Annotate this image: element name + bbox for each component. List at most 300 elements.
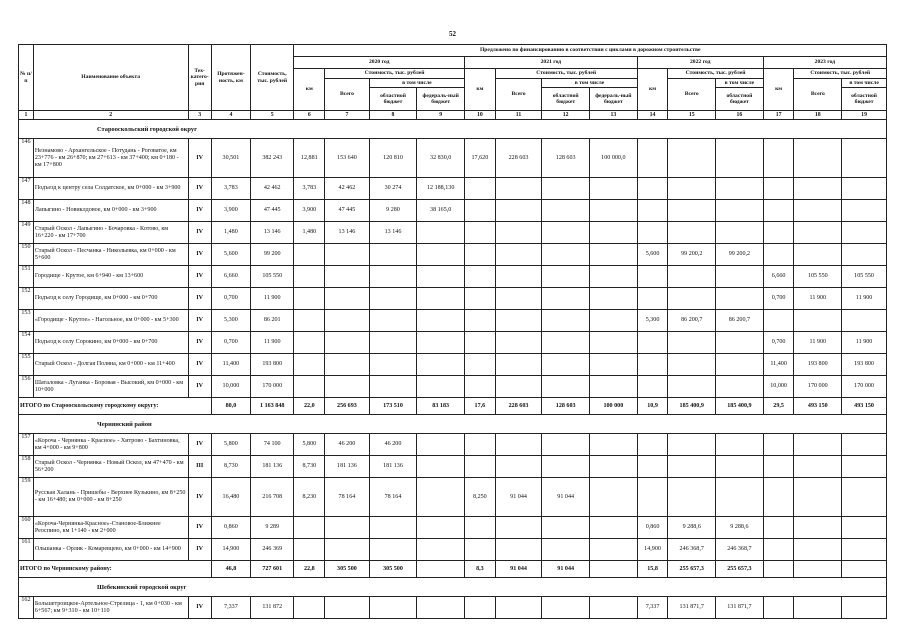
value-cell (294, 244, 325, 266)
value-cell: 0,860 (637, 517, 668, 539)
row-number: 153 (19, 310, 34, 332)
value-cell (590, 310, 638, 332)
column-number: 19 (842, 111, 887, 120)
value-cell: 6,660 (763, 266, 794, 288)
value-cell (542, 517, 590, 539)
value-cell (542, 332, 590, 354)
header-total: Всего (668, 79, 716, 111)
cost-cell: 47 445 (251, 200, 294, 222)
value-cell (794, 139, 842, 178)
value-cell: 46 200 (325, 434, 370, 456)
value-cell: 5,300 (637, 310, 668, 332)
header-total: Всего (325, 79, 370, 111)
object-name: Ольшанка - Орлик - Комаревцево, км 0+000 - км 14+900 (33, 539, 188, 561)
value-cell (716, 478, 764, 517)
value-cell (590, 200, 638, 222)
value-cell (590, 376, 638, 398)
value-cell: 12,881 (294, 139, 325, 178)
value-cell (417, 332, 465, 354)
header-regional: областной бюджет (369, 88, 417, 111)
total-length: 46,8 (211, 561, 250, 578)
value-cell (763, 597, 794, 619)
value-cell (842, 139, 887, 178)
value-cell (590, 597, 638, 619)
cost-cell: 382 243 (251, 139, 294, 178)
value-cell: 38 165,0 (417, 200, 465, 222)
cost-cell: 74 100 (251, 434, 294, 456)
header-2023: 2023 год (763, 57, 886, 69)
header-incl: в том числе (716, 79, 764, 88)
value-cell (465, 266, 496, 288)
value-cell (369, 310, 417, 332)
table-row (19, 332, 887, 354)
value-cell: 105 550 (794, 266, 842, 288)
header-incl: в том числе (369, 79, 464, 88)
value-cell (590, 434, 638, 456)
value-cell: 11 900 (794, 288, 842, 310)
length-cell: 8,730 (211, 456, 250, 478)
value-cell (668, 200, 716, 222)
total-value-cell: 100 000 (590, 398, 638, 415)
value-cell (794, 478, 842, 517)
value-cell: 0,700 (763, 288, 794, 310)
value-cell: 91 044 (542, 478, 590, 517)
value-cell (294, 597, 325, 619)
table-row (19, 539, 887, 561)
total-value-cell: 493 150 (842, 398, 887, 415)
value-cell (637, 434, 668, 456)
value-cell (294, 517, 325, 539)
row-number: 147 (19, 178, 34, 200)
value-cell: 11 900 (842, 288, 887, 310)
value-cell (668, 376, 716, 398)
value-cell (495, 376, 542, 398)
financing-table (18, 44, 887, 619)
cost-cell: 216 708 (251, 478, 294, 517)
value-cell (590, 178, 638, 200)
value-cell (716, 376, 764, 398)
table-row (19, 222, 887, 244)
value-cell (637, 200, 668, 222)
category-cell: IV (188, 222, 211, 244)
row-number: 156 (19, 376, 34, 398)
value-cell (325, 288, 370, 310)
value-cell (369, 517, 417, 539)
column-number: 1 (19, 111, 34, 120)
object-name: Городище - Крутое, км 6+940 - км 13+600 (33, 266, 188, 288)
column-number: 18 (794, 111, 842, 120)
value-cell: 181 136 (369, 456, 417, 478)
column-number: 4 (211, 111, 250, 120)
total-value-cell: 17,6 (465, 398, 496, 415)
total-value-cell: 22,8 (294, 561, 325, 578)
value-cell: 11,400 (763, 354, 794, 376)
value-cell (465, 597, 496, 619)
row-number: 152 (19, 288, 34, 310)
value-cell (465, 539, 496, 561)
value-cell (794, 517, 842, 539)
table-row (19, 376, 887, 398)
value-cell: 30 274 (369, 178, 417, 200)
length-cell: 7,337 (211, 597, 250, 619)
column-number: 9 (417, 111, 465, 120)
value-cell (417, 376, 465, 398)
total-value-cell (590, 561, 638, 578)
total-value-cell: 91 044 (495, 561, 542, 578)
value-cell (542, 354, 590, 376)
value-cell: 1,480 (294, 222, 325, 244)
value-cell: 46 200 (369, 434, 417, 456)
value-cell (794, 434, 842, 456)
value-cell (763, 244, 794, 266)
value-cell (542, 310, 590, 332)
value-cell (668, 332, 716, 354)
value-cell (794, 200, 842, 222)
total-value-cell: 8,3 (465, 561, 496, 578)
value-cell (325, 244, 370, 266)
section-title: Старооскольский городской округ (19, 120, 887, 139)
length-cell: 0,700 (211, 332, 250, 354)
value-cell (716, 200, 764, 222)
length-cell: 5,600 (211, 244, 250, 266)
value-cell: 99 200,2 (668, 244, 716, 266)
value-cell: 246 368,7 (668, 539, 716, 561)
value-cell (294, 288, 325, 310)
row-number: 159 (19, 478, 34, 517)
length-cell: 0,860 (211, 517, 250, 539)
total-cost: 727 601 (251, 561, 294, 578)
value-cell: 32 830,0 (417, 139, 465, 178)
column-number: 3 (188, 111, 211, 120)
value-cell (716, 354, 764, 376)
value-cell (542, 434, 590, 456)
row-number: 162 (19, 597, 34, 619)
value-cell: 10,000 (763, 376, 794, 398)
header-regional: областной бюджет (716, 88, 764, 111)
value-cell (542, 200, 590, 222)
value-cell: 193 800 (794, 354, 842, 376)
value-cell (794, 310, 842, 332)
cost-cell: 42 462 (251, 178, 294, 200)
category-cell: IV (188, 200, 211, 222)
row-number: 161 (19, 539, 34, 561)
object-name: «Городище - Крутое» - Нагольное, км 0+000 - км 5+300 (33, 310, 188, 332)
value-cell (542, 266, 590, 288)
value-cell (590, 266, 638, 288)
value-cell (590, 456, 638, 478)
value-cell: 193 800 (842, 354, 887, 376)
value-cell: 14,900 (637, 539, 668, 561)
value-cell (637, 222, 668, 244)
value-cell (369, 354, 417, 376)
value-cell: 5,800 (294, 434, 325, 456)
total-value-cell (794, 561, 842, 578)
value-cell (294, 310, 325, 332)
header-km: км (294, 69, 325, 111)
value-cell (325, 597, 370, 619)
total-cost: 1 163 848 (251, 398, 294, 415)
value-cell (637, 288, 668, 310)
value-cell (794, 244, 842, 266)
value-cell: 11 900 (794, 332, 842, 354)
value-cell: 8,730 (294, 456, 325, 478)
value-cell (465, 244, 496, 266)
object-name: Подъезд к селу Городище, км 0+000 - км 0+700 (33, 288, 188, 310)
value-cell (842, 597, 887, 619)
header-length: Протяжен-ность, км (211, 45, 250, 111)
value-cell (294, 266, 325, 288)
value-cell (668, 266, 716, 288)
section-row (19, 120, 887, 139)
header-name: Наименование объекта (33, 45, 188, 111)
value-cell: 99 200,2 (716, 244, 764, 266)
total-value-cell: 29,5 (763, 398, 794, 415)
value-cell (842, 434, 887, 456)
value-cell (668, 478, 716, 517)
value-cell (763, 200, 794, 222)
value-cell (763, 434, 794, 456)
value-cell (763, 222, 794, 244)
value-cell (417, 434, 465, 456)
header-federal: федераль-ный бюджет (417, 88, 465, 111)
total-row (19, 398, 887, 415)
cost-cell: 86 201 (251, 310, 294, 332)
header-2022: 2022 год (637, 57, 763, 69)
value-cell (668, 222, 716, 244)
value-cell (465, 200, 496, 222)
row-number: 160 (19, 517, 34, 539)
value-cell (637, 376, 668, 398)
header-total: Всего (794, 79, 842, 111)
total-value-cell: 255 657,3 (668, 561, 716, 578)
value-cell (668, 139, 716, 178)
value-cell: 153 640 (325, 139, 370, 178)
value-cell (542, 597, 590, 619)
header-incl: в том числе (542, 79, 637, 88)
category-cell: IV (188, 244, 211, 266)
value-cell (668, 288, 716, 310)
value-cell (842, 478, 887, 517)
value-cell (842, 222, 887, 244)
column-number: 12 (542, 111, 590, 120)
value-cell (417, 517, 465, 539)
value-cell (369, 597, 417, 619)
value-cell (542, 222, 590, 244)
value-cell (842, 200, 887, 222)
value-cell: 9 288,6 (716, 517, 764, 539)
value-cell (842, 517, 887, 539)
value-cell (495, 332, 542, 354)
value-cell: 12 188,130 (417, 178, 465, 200)
value-cell (794, 222, 842, 244)
value-cell (763, 139, 794, 178)
value-cell (794, 178, 842, 200)
value-cell (842, 310, 887, 332)
row-number: 155 (19, 354, 34, 376)
value-cell: 17,620 (465, 139, 496, 178)
category-cell: IV (188, 376, 211, 398)
table-row (19, 434, 887, 456)
value-cell (716, 332, 764, 354)
length-cell: 3,783 (211, 178, 250, 200)
value-cell (495, 434, 542, 456)
header-km: км (637, 69, 668, 111)
section-row (19, 578, 887, 597)
value-cell (716, 288, 764, 310)
value-cell (325, 266, 370, 288)
total-value-cell: 22,0 (294, 398, 325, 415)
category-cell: IV (188, 178, 211, 200)
length-cell: 6,660 (211, 266, 250, 288)
value-cell (417, 597, 465, 619)
value-cell (495, 178, 542, 200)
column-number: 13 (590, 111, 638, 120)
value-cell (542, 456, 590, 478)
value-cell (465, 332, 496, 354)
header-federal: федераль-ный бюджет (590, 88, 638, 111)
value-cell (495, 310, 542, 332)
column-number: 15 (668, 111, 716, 120)
category-cell: IV (188, 139, 211, 178)
row-number: 154 (19, 332, 34, 354)
value-cell (465, 178, 496, 200)
header-km: км (465, 69, 496, 111)
length-cell: 5,800 (211, 434, 250, 456)
total-value-cell (417, 561, 465, 578)
value-cell (842, 539, 887, 561)
category-cell: IV (188, 434, 211, 456)
value-cell (763, 178, 794, 200)
category-cell: III (188, 456, 211, 478)
value-cell: 78 164 (325, 478, 370, 517)
value-cell (716, 222, 764, 244)
value-cell (294, 332, 325, 354)
object-name: Незнамово - Архангельское - Потудань - Роговатое, км 23+776 - км 26+870; км 27+613 - км 37+400; км 0+180 - км 17+800 (33, 139, 188, 178)
cost-cell: 13 146 (251, 222, 294, 244)
value-cell (794, 539, 842, 561)
header-cost-2021: Стоимость, тыс. рублей (495, 69, 637, 79)
value-cell: 42 462 (325, 178, 370, 200)
value-cell (294, 539, 325, 561)
value-cell (716, 139, 764, 178)
category-cell: IV (188, 288, 211, 310)
value-cell (590, 332, 638, 354)
value-cell (495, 539, 542, 561)
table-row (19, 139, 887, 178)
value-cell: 91 044 (495, 478, 542, 517)
cost-cell: 193 800 (251, 354, 294, 376)
value-cell (763, 310, 794, 332)
value-cell (842, 178, 887, 200)
value-cell (716, 266, 764, 288)
value-cell (716, 178, 764, 200)
value-cell (417, 222, 465, 244)
value-cell (465, 517, 496, 539)
value-cell (668, 354, 716, 376)
value-cell (842, 244, 887, 266)
value-cell (495, 288, 542, 310)
value-cell (763, 478, 794, 517)
length-cell: 1,480 (211, 222, 250, 244)
header-km: км (763, 69, 794, 111)
total-label: ИТОГО по Старооскольскому городскому округу: (19, 398, 212, 415)
total-value-cell: 185 400,9 (716, 398, 764, 415)
value-cell: 246 368,7 (716, 539, 764, 561)
value-cell (325, 539, 370, 561)
value-cell (465, 376, 496, 398)
row-number: 146 (19, 139, 34, 178)
value-cell: 13 146 (369, 222, 417, 244)
column-number: 2 (33, 111, 188, 120)
length-cell: 30,501 (211, 139, 250, 178)
category-cell: IV (188, 310, 211, 332)
cost-cell: 105 550 (251, 266, 294, 288)
value-cell: 13 146 (325, 222, 370, 244)
category-cell: IV (188, 354, 211, 376)
object-name: Старый Оскол - Долгая Поляна, км 0+000 - км 11+400 (33, 354, 188, 376)
header-cost-2022: Стоимость, тыс. рублей (668, 69, 763, 79)
object-name: Подъезд к центру села Солдатское, км 0+000 - км 3+900 (33, 178, 188, 200)
total-value-cell: 91 044 (542, 561, 590, 578)
cost-cell: 11 900 (251, 332, 294, 354)
column-number: 5 (251, 111, 294, 120)
total-length: 80,0 (211, 398, 250, 415)
total-value-cell: 10,9 (637, 398, 668, 415)
value-cell (465, 354, 496, 376)
value-cell (417, 456, 465, 478)
value-cell (590, 222, 638, 244)
value-cell: 8,230 (294, 478, 325, 517)
value-cell (637, 456, 668, 478)
header-2020: 2020 год (294, 57, 465, 69)
value-cell (495, 354, 542, 376)
value-cell: 7,337 (637, 597, 668, 619)
value-cell (495, 456, 542, 478)
cost-cell: 9 289 (251, 517, 294, 539)
value-cell (542, 244, 590, 266)
value-cell (417, 354, 465, 376)
row-number: 158 (19, 456, 34, 478)
category-cell: IV (188, 478, 211, 517)
total-value-cell: 493 150 (794, 398, 842, 415)
value-cell (369, 332, 417, 354)
value-cell (590, 288, 638, 310)
table-row (19, 266, 887, 288)
table-row (19, 517, 887, 539)
total-value-cell: 228 603 (495, 398, 542, 415)
value-cell: 78 164 (369, 478, 417, 517)
column-number: 6 (294, 111, 325, 120)
total-label: ИТОГО по Чернянскому району: (19, 561, 212, 578)
total-value-cell: 128 603 (542, 398, 590, 415)
value-cell (495, 517, 542, 539)
category-cell: IV (188, 517, 211, 539)
table-row (19, 200, 887, 222)
table-row (19, 597, 887, 619)
length-cell: 0,700 (211, 288, 250, 310)
value-cell: 86 200,7 (716, 310, 764, 332)
value-cell (716, 434, 764, 456)
section-title: Чернянский район (19, 415, 887, 434)
value-cell (542, 376, 590, 398)
object-name: Старый Оскол - Песчанка - Никольевка, км 0+000 - км 5+600 (33, 244, 188, 266)
length-cell: 5,300 (211, 310, 250, 332)
value-cell (417, 288, 465, 310)
row-number: 151 (19, 266, 34, 288)
column-number: 16 (716, 111, 764, 120)
total-value-cell: 173 510 (369, 398, 417, 415)
value-cell (842, 456, 887, 478)
